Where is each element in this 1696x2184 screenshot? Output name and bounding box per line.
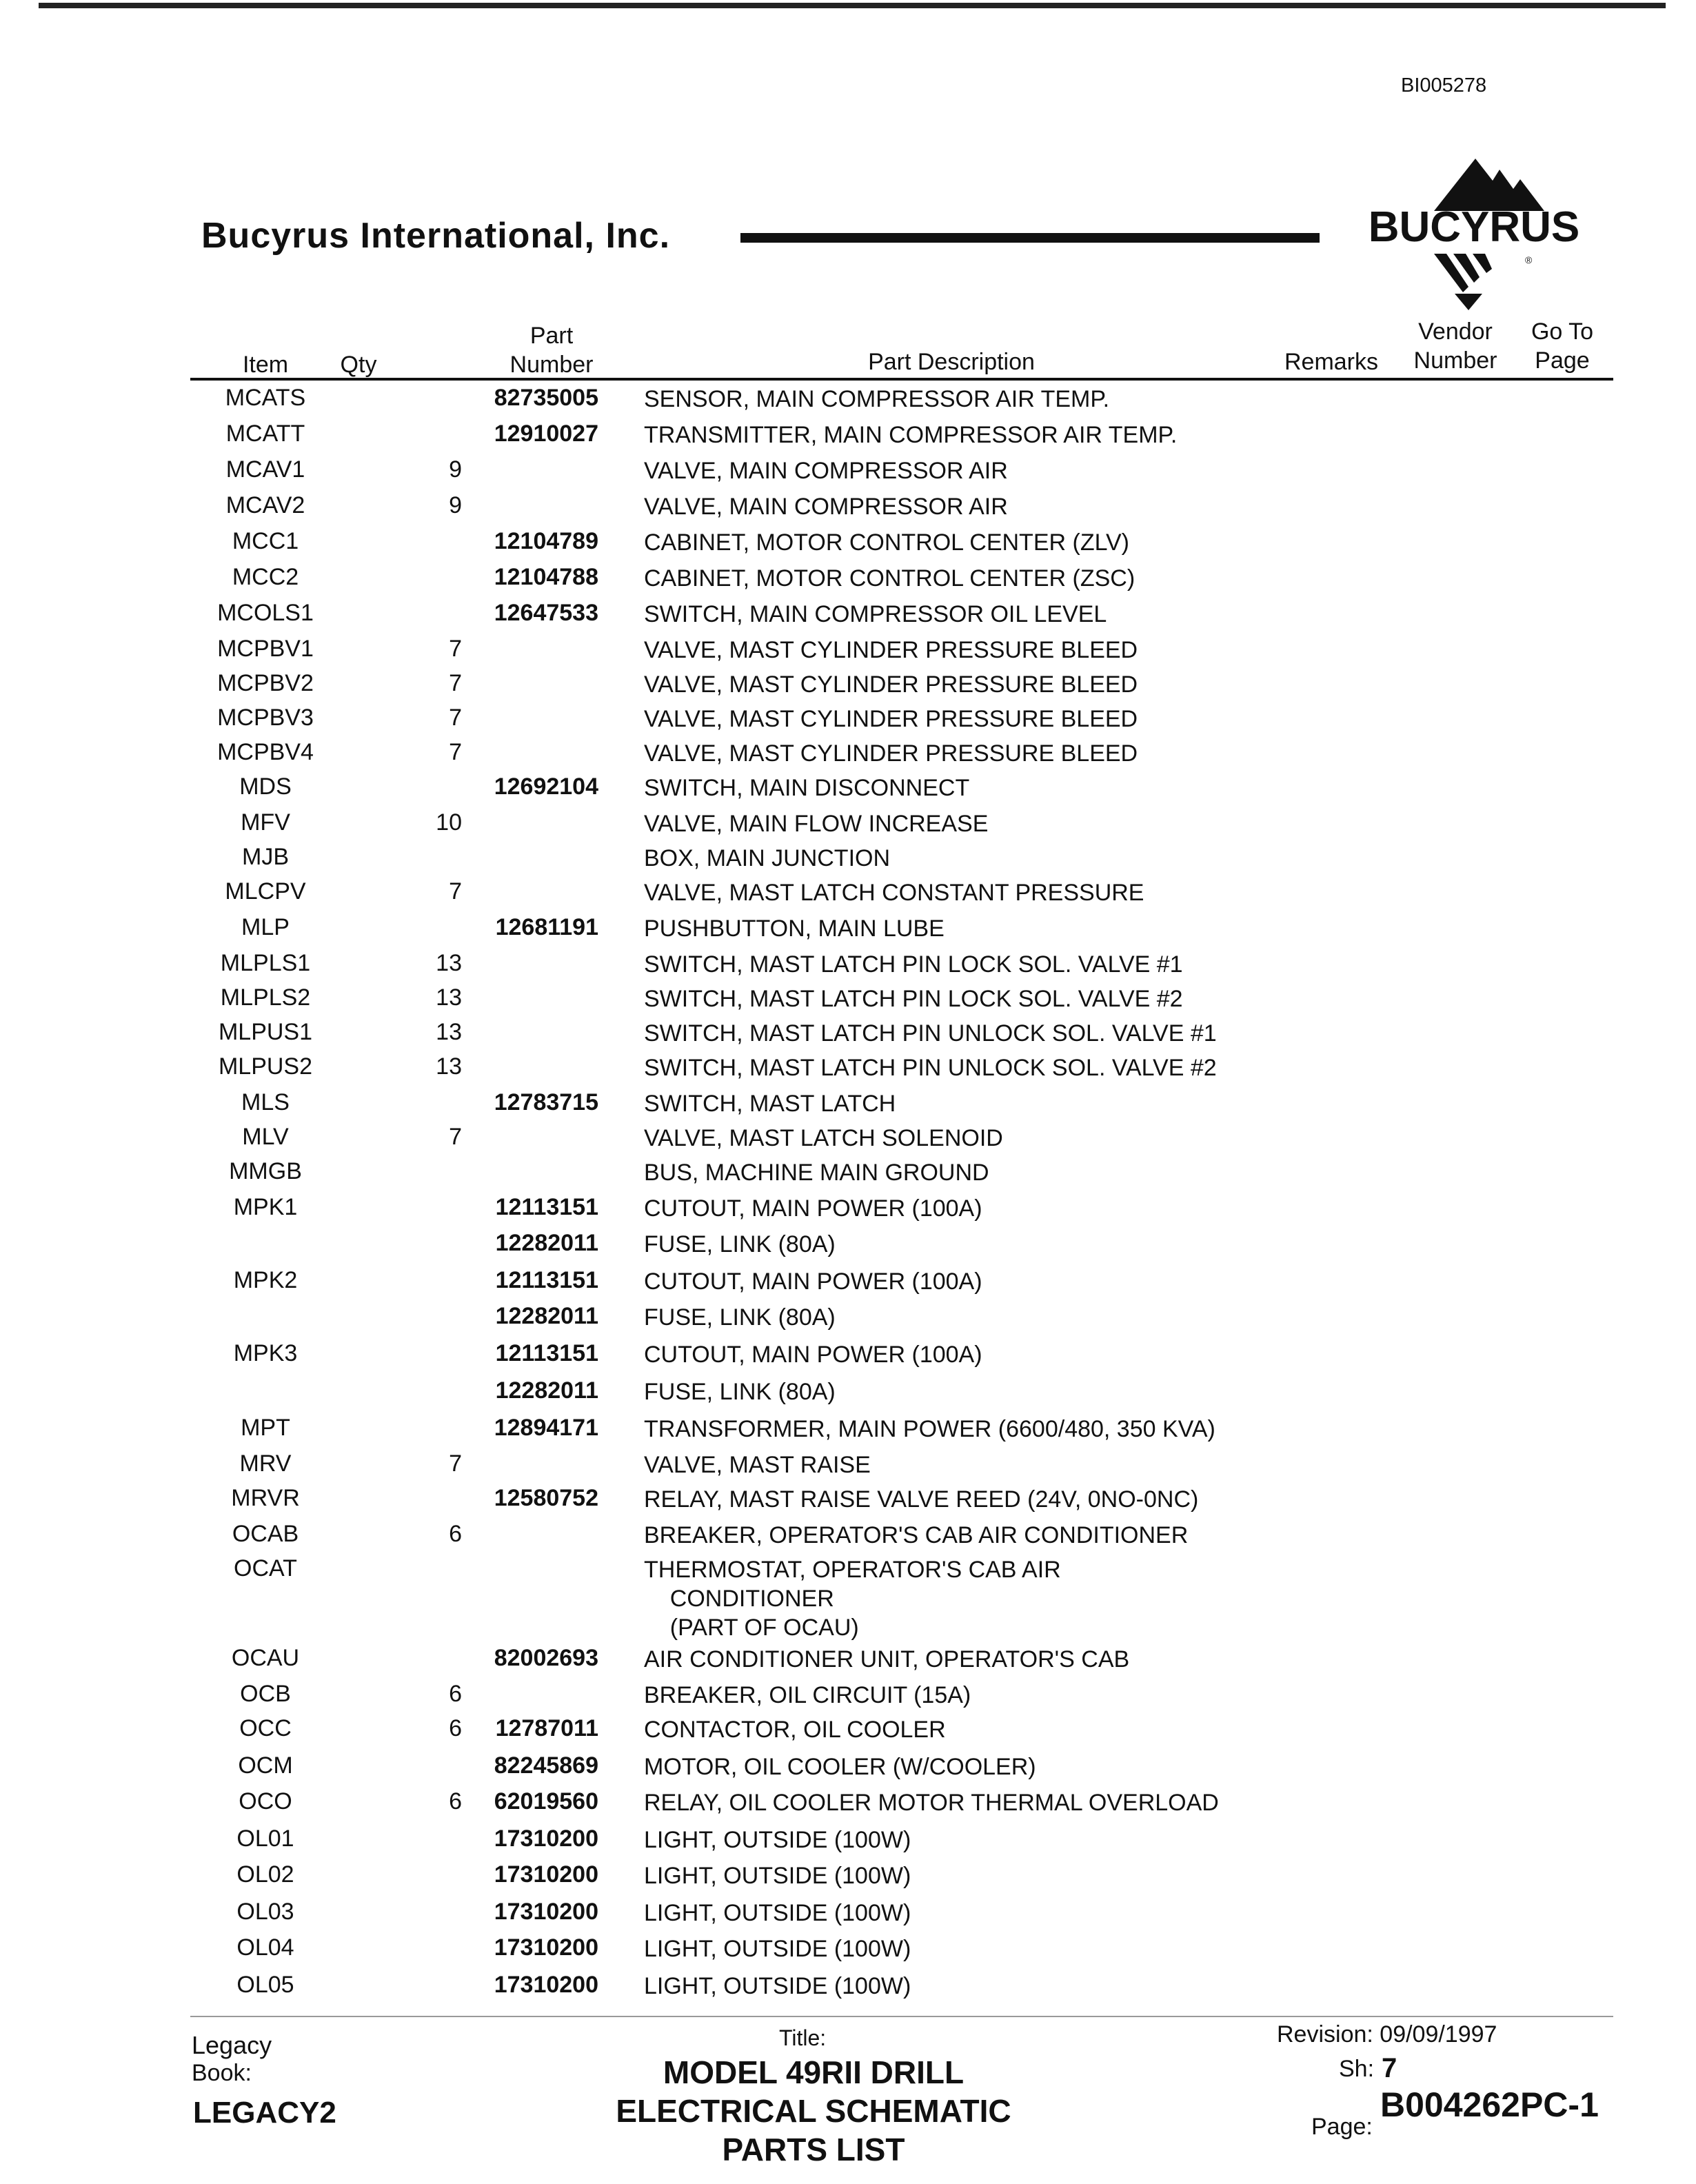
top-border <box>39 3 1666 8</box>
item-cell: OL05 <box>236 1972 294 1998</box>
qty-cell: 6 <box>449 1681 462 1707</box>
book-label: Book: <box>192 2060 252 2086</box>
col-item: Item <box>242 352 289 378</box>
part-number-cell: 62019560 <box>494 1788 598 1814</box>
item-cell: MMGB <box>229 1158 302 1184</box>
col-goto-line2: Page <box>1535 347 1590 374</box>
item-cell: MRV <box>239 1450 292 1477</box>
description-cell: PUSHBUTTON, MAIN LUBE <box>644 916 945 942</box>
description-cell: SWITCH, MAST LATCH PIN UNLOCK SOL. VALVE #2 <box>644 1055 1217 1081</box>
part-number-cell: 12894171 <box>494 1415 598 1441</box>
part-number-cell: 12104788 <box>494 564 598 590</box>
col-remarks: Remarks <box>1284 349 1379 375</box>
item-cell: MLP <box>241 914 290 940</box>
description-cell: CUTOUT, MAIN POWER (100A) <box>644 1268 982 1295</box>
title-label: Title: <box>779 2025 827 2050</box>
revision: Revision: 09/09/1997 <box>1277 2021 1497 2048</box>
title-line-2: ELECTRICAL SCHEMATIC <box>616 2093 1011 2129</box>
description-cell: FUSE, LINK (80A) <box>644 1231 836 1257</box>
item-cell: OCB <box>240 1681 291 1707</box>
item-cell: OL01 <box>236 1826 294 1852</box>
description-cell: FUSE, LINK (80A) <box>644 1304 836 1331</box>
col-qty: Qty <box>340 352 377 378</box>
description-cell: CONTACTOR, OIL COOLER <box>644 1717 946 1743</box>
description-cell: CABINET, MOTOR CONTROL CENTER (ZSC) <box>644 565 1135 592</box>
col-vendor-line2: Number <box>1413 347 1497 374</box>
part-number-cell: 12787011 <box>495 1715 598 1741</box>
item-cell: MCPBV4 <box>217 739 314 765</box>
qty-cell: 13 <box>436 950 462 976</box>
part-number-cell: 12282011 <box>495 1230 598 1256</box>
part-number-cell: 82002693 <box>494 1645 598 1671</box>
company-name: Bucyrus International, Inc. <box>201 216 671 256</box>
qty-cell: 7 <box>449 636 462 662</box>
description-cell: LIGHT, OUTSIDE (100W) <box>644 1973 911 1999</box>
description-cell: VALVE, MAST CYLINDER PRESSURE BLEED <box>644 706 1138 732</box>
part-number-cell: 17310200 <box>494 1972 598 1998</box>
page-label: Page: <box>1311 2114 1373 2140</box>
description-cell: SWITCH, MAST LATCH PIN UNLOCK SOL. VALVE #1 <box>644 1020 1217 1046</box>
item-cell: MPK3 <box>233 1340 298 1366</box>
item-cell: MLCPV <box>225 878 306 904</box>
description-cell: MOTOR, OIL COOLER (W/COOLER) <box>644 1754 1036 1780</box>
part-number-cell: 17310200 <box>494 1826 598 1852</box>
col-part-line2: Number <box>509 352 594 378</box>
qty-cell: 7 <box>449 705 462 731</box>
item-cell: MPT <box>241 1415 290 1441</box>
item-cell: MCPBV2 <box>217 670 314 696</box>
item-cell: MLS <box>241 1089 290 1115</box>
document-id: BI005278 <box>1401 74 1487 97</box>
item-cell: MCATS <box>225 385 306 411</box>
item-cell: OCAU <box>231 1645 300 1671</box>
description-cell: CUTOUT, MAIN POWER (100A) <box>644 1342 982 1368</box>
qty-cell: 9 <box>449 456 462 483</box>
description-cell: CUTOUT, MAIN POWER (100A) <box>644 1195 982 1222</box>
description-cell: SWITCH, MAST LATCH PIN LOCK SOL. VALVE #1 <box>644 951 1183 978</box>
item-cell: MRVR <box>231 1485 300 1511</box>
qty-cell: 7 <box>449 1124 462 1150</box>
col-goto-line1: Go To <box>1531 318 1594 345</box>
description-cell: SWITCH, MAST LATCH PIN LOCK SOL. VALVE #2 <box>644 986 1183 1012</box>
item-cell: MCC1 <box>232 528 299 554</box>
title-line-3: PARTS LIST <box>722 2132 905 2167</box>
item-cell: OL02 <box>236 1861 294 1888</box>
title-line-1: MODEL 49RII DRILL <box>663 2054 965 2090</box>
part-number-cell: 12113151 <box>495 1267 598 1293</box>
item-cell: MFV <box>241 809 290 836</box>
item-cell: OCAT <box>234 1555 297 1581</box>
description-cell: FUSE, LINK (80A) <box>644 1379 836 1405</box>
header-underline <box>190 378 1613 381</box>
description-cell: LIGHT, OUTSIDE (100W) <box>644 1827 911 1853</box>
document-title <box>593 2053 1034 2169</box>
description-cell: LIGHT, OUTSIDE (100W) <box>644 1900 911 1926</box>
qty-cell: 7 <box>449 1450 462 1477</box>
item-cell: MJB <box>242 844 289 870</box>
qty-cell: 6 <box>449 1788 462 1814</box>
description-cell: VALVE, MAIN COMPRESSOR AIR <box>644 458 1008 484</box>
qty-cell: 7 <box>449 878 462 904</box>
part-number-cell: 82245869 <box>494 1752 598 1779</box>
item-cell: MPK1 <box>233 1194 298 1220</box>
description-cell: BREAKER, OPERATOR'S CAB AIR CONDITIONER <box>644 1522 1189 1548</box>
qty-cell: 10 <box>436 809 462 836</box>
item-cell: MLV <box>242 1124 289 1150</box>
sheet-value: 7 <box>1382 2053 1397 2083</box>
qty-cell: 9 <box>449 492 462 518</box>
qty-cell: 6 <box>449 1715 462 1741</box>
description-cell: TRANSMITTER, MAIN COMPRESSOR AIR TEMP. <box>644 422 1178 448</box>
description-cell: VALVE, MAST LATCH CONSTANT PRESSURE <box>644 880 1144 906</box>
item-cell: MCAV2 <box>225 492 305 518</box>
description-cell: BREAKER, OIL CIRCUIT (15A) <box>644 1682 971 1708</box>
part-number-cell: 17310200 <box>494 1934 598 1961</box>
footer-rule <box>190 2016 1613 2017</box>
description-cell: VALVE, MAST CYLINDER PRESSURE BLEED <box>644 671 1138 698</box>
qty-cell: 6 <box>449 1521 462 1547</box>
part-number-cell: 12910027 <box>494 421 598 447</box>
item-cell: OCAB <box>232 1521 299 1547</box>
part-number-cell: 82735005 <box>494 385 598 411</box>
col-part-line1: Part <box>529 323 574 349</box>
qty-cell: 13 <box>436 1053 462 1080</box>
book-value: LEGACY2 <box>193 2096 336 2130</box>
part-number-cell: 12647533 <box>494 600 598 626</box>
qty-cell: 13 <box>436 984 462 1011</box>
description-cell: RELAY, MAST RAISE VALVE REED (24V, 0NO-0NC) <box>644 1486 1199 1513</box>
part-number-cell: 12681191 <box>495 914 598 940</box>
description-cell: RELAY, OIL COOLER MOTOR THERMAL OVERLOAD <box>644 1790 1219 1816</box>
part-number-cell: 17310200 <box>494 1861 598 1888</box>
item-cell: OL03 <box>236 1899 294 1925</box>
description-cell: SWITCH, MAST LATCH <box>644 1091 896 1117</box>
qty-cell: 13 <box>436 1019 462 1045</box>
part-number-cell: 12580752 <box>494 1485 598 1511</box>
item-cell: OCO <box>239 1788 292 1814</box>
description-cell: VALVE, MAST CYLINDER PRESSURE BLEED <box>644 637 1138 663</box>
bucyrus-logo <box>1344 156 1606 321</box>
col-vendor-line1: Vendor <box>1418 318 1493 345</box>
description-cell: TRANSFORMER, MAIN POWER (6600/480, 350 KVA) <box>644 1416 1215 1442</box>
item-cell: MCC2 <box>232 564 299 590</box>
part-number-cell: 12113151 <box>495 1194 598 1220</box>
description-cell: BOX, MAIN JUNCTION <box>644 845 891 871</box>
description-cell: LIGHT, OUTSIDE (100W) <box>644 1863 911 1889</box>
description-cell: THERMOSTAT, OPERATOR'S CAB AIR CONDITIONER (PART OF OCAU) <box>644 1557 1061 1641</box>
svg-text:®: ® <box>1525 254 1533 265</box>
part-number-cell: 12282011 <box>495 1377 598 1404</box>
part-number-cell: 12282011 <box>495 1303 598 1329</box>
item-cell: MLPUS1 <box>218 1019 313 1045</box>
description-cell: VALVE, MAST LATCH SOLENOID <box>644 1125 1003 1151</box>
logo-text: BUCYRUS <box>1368 203 1580 251</box>
item-cell: OCC <box>239 1715 292 1741</box>
description-cell: CABINET, MOTOR CONTROL CENTER (ZLV) <box>644 529 1129 556</box>
item-cell: MCOLS1 <box>217 600 314 626</box>
part-number-cell: 12104789 <box>494 528 598 554</box>
item-cell: MCAV1 <box>225 456 305 483</box>
part-number-cell: 12783715 <box>494 1089 598 1115</box>
item-cell: MLPLS2 <box>220 984 311 1011</box>
description-cell: SWITCH, MAIN COMPRESSOR OIL LEVEL <box>644 601 1107 627</box>
part-number-cell: 12113151 <box>495 1340 598 1366</box>
description-cell: SENSOR, MAIN COMPRESSOR AIR TEMP. <box>644 386 1110 412</box>
item-cell: MPK2 <box>233 1267 298 1293</box>
page-value: B004262PC-1 <box>1380 2085 1599 2124</box>
description-cell: VALVE, MAST CYLINDER PRESSURE BLEED <box>644 740 1138 767</box>
qty-cell: 7 <box>449 739 462 765</box>
item-cell: MLPUS2 <box>218 1053 313 1080</box>
header-rule <box>740 233 1320 243</box>
item-cell: MDS <box>239 774 292 800</box>
item-cell: OCM <box>238 1752 293 1779</box>
part-number-cell: 17310200 <box>494 1899 598 1925</box>
item-cell: MCATT <box>225 421 305 447</box>
description-cell: BUS, MACHINE MAIN GROUND <box>644 1160 989 1186</box>
col-description: Part Description <box>868 349 1035 375</box>
qty-cell: 7 <box>449 670 462 696</box>
description-cell: LIGHT, OUTSIDE (100W) <box>644 1936 911 1962</box>
item-cell: MCPBV1 <box>217 636 314 662</box>
item-cell: MLPLS1 <box>220 950 311 976</box>
description-cell: AIR CONDITIONER UNIT, OPERATOR'S CAB <box>644 1646 1130 1672</box>
description-cell: VALVE, MAST RAISE <box>644 1452 871 1478</box>
item-cell: OL04 <box>236 1934 294 1961</box>
item-cell: MCPBV3 <box>217 705 314 731</box>
description-cell: VALVE, MAIN COMPRESSOR AIR <box>644 494 1008 520</box>
legacy-label: Legacy <box>192 2031 272 2059</box>
part-number-cell: 12692104 <box>494 774 598 800</box>
sheet-label: Sh: <box>1339 2056 1375 2082</box>
description-cell: VALVE, MAIN FLOW INCREASE <box>644 811 989 837</box>
description-cell: SWITCH, MAIN DISCONNECT <box>644 775 970 801</box>
